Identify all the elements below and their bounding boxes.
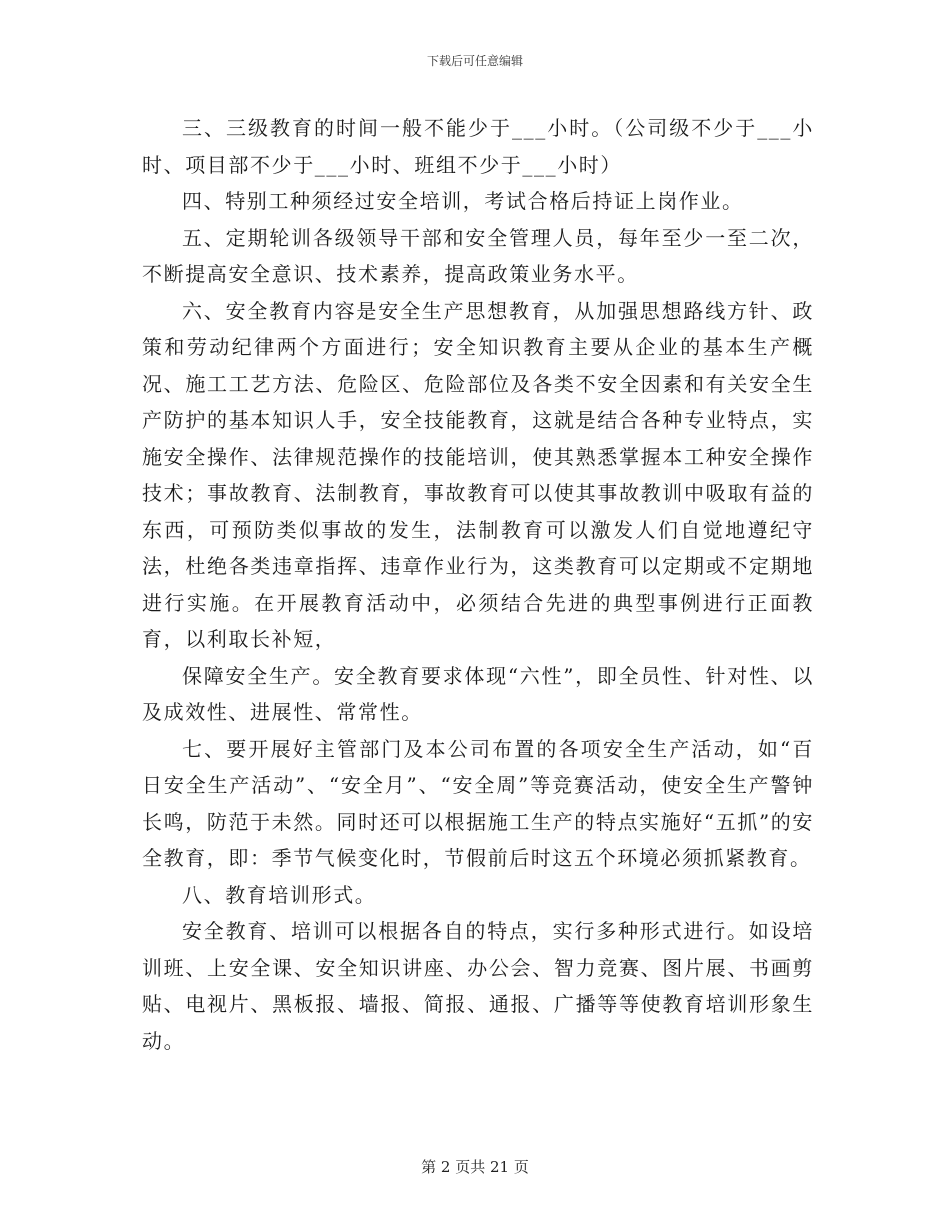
- paragraph-training-forms: 安全教育、培训可以根据各自的特点，实行多种形式进行。如设培训班、上安全课、安全知识讲座、办公会、智力竞赛、图片展、书画剪贴、电视片、黑板报、墙报、简报、通报、广播等等使教育培训形象生动。: [142, 919, 814, 1053]
- paragraph-rotation-training: 五、定期轮训各级领导干部和安全管理人员，每年至少一至二次，不断提高安全意识、技术素养，提高政策业务水平。: [142, 225, 814, 286]
- paragraph-six-principles: 保障安全生产。安全教育要求体现“六性”，即全员性、针对性、以及成效性、进展性、常常性。: [142, 663, 814, 724]
- paragraph-training-hours: 三、三级教育的时间一般不能少于___小时。（公司级不少于___小时、项目部不少于___小时、班组不少于___小时）: [142, 116, 814, 177]
- page-footer: [0, 1156, 950, 1177]
- paragraph-training-forms-heading: 八、教育培训形式。: [182, 882, 377, 907]
- document-body: [142, 110, 814, 1059]
- page-header: [0, 52, 950, 69]
- header-text: 下载后可任意编辑: [426, 54, 523, 68]
- paragraph-special-trades: 四、特别工种须经过安全培训，考试合格后持证上岗作业。: [182, 189, 744, 213]
- paragraph-safety-activities: 七、要开展好主管部门及本公司布置的各项安全生产活动，如“百日安全生产活动”、“安全月”、“安全周”等竞赛活动，使安全生产警钟长鸣，防范于未然。同时还可以根据施工生产的特点实施好“五抓”的安全教育，即：季节气候变化时，节假前后时这五个环境必须抓紧教育。: [142, 736, 814, 870]
- paragraph-education-content: 六、安全教育内容是安全生产思想教育，从加强思想路线方针、政策和劳动纪律两个方面进行；安全知识教育主要从企业的基本生产概况、施工工艺方法、危险区、危险部位及各类不安全因素和有关安全生产防护的基本知识人手，安全技能教育，这就是结合各种专业特点，实施安全操作、法律规范操作的技能培训，使其熟悉掌握本工种安全操作技术；事故教育、法制教育，事故教育可以使其事故教训中吸取有益的东西，可预防类似事故的发生，法制教育可以激发人们自觉地遵纪守法，杜绝各类违章指挥、违章作业行为，这类教育可以定期或不定期地进行实施。在开展教育活动中，必须结合先进的典型事例进行正面教育，以利取长补短，: [142, 298, 814, 651]
- page-number: 第 2 页共 21 页: [421, 1158, 529, 1176]
